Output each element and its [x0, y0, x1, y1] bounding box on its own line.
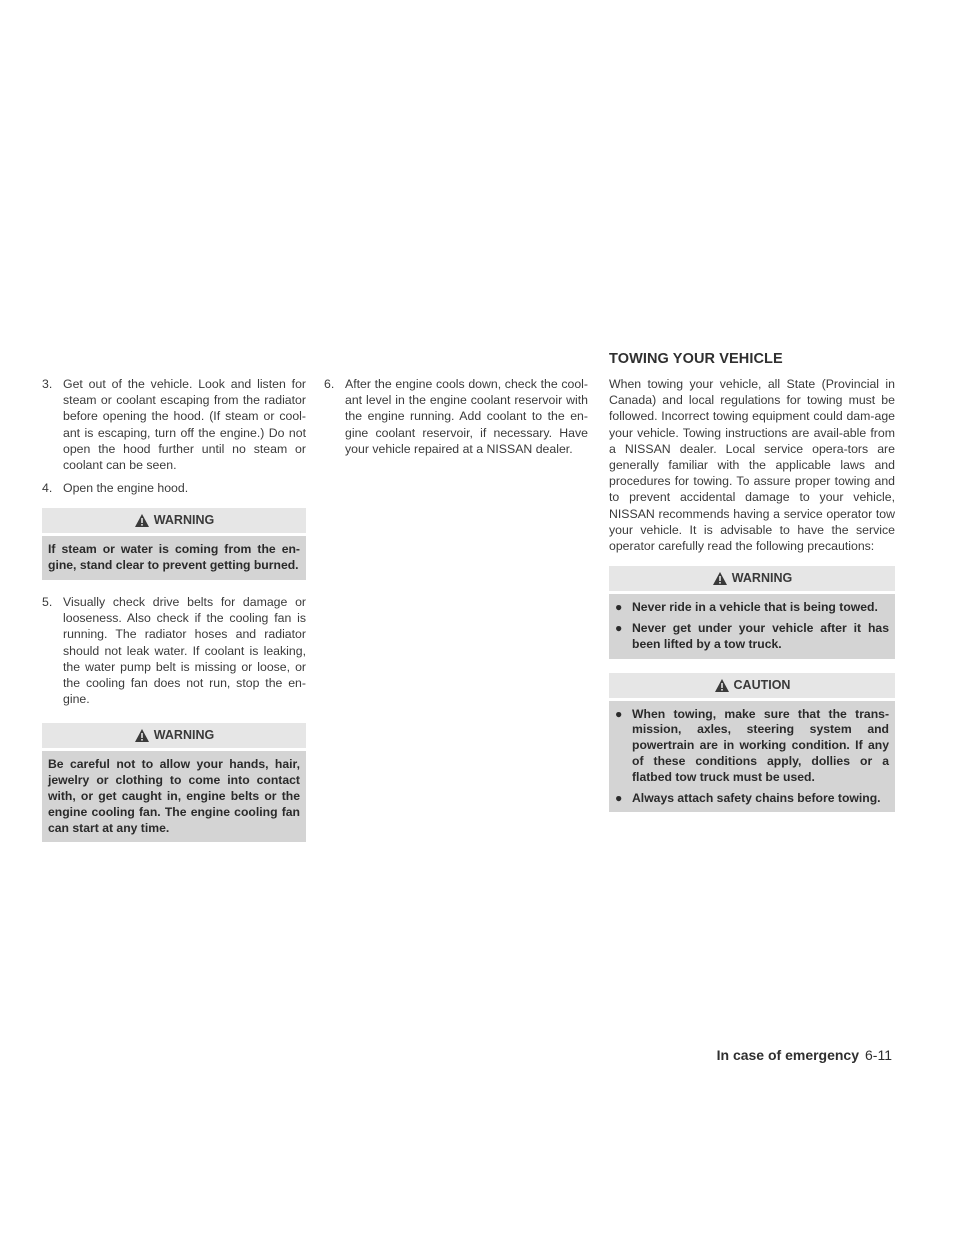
warning-text: If steam or water is coming from the en-gine, stand clear to prevent getting burned. — [42, 536, 306, 580]
caution-header — [609, 673, 895, 698]
step-number: 3. — [42, 377, 53, 391]
step-4 — [42, 480, 306, 496]
warning-header — [42, 508, 306, 533]
warning-header — [42, 723, 306, 748]
warning-box — [42, 723, 306, 842]
step-text: Open the engine hood. — [63, 481, 189, 496]
bullet-icon: ● — [615, 706, 623, 721]
warning-triangle-icon — [134, 728, 150, 743]
bullet-icon: ● — [615, 790, 623, 805]
footer-section: In case of emergency — [716, 1047, 860, 1063]
warning-list — [609, 594, 895, 658]
step-text: After the engine cools down, check the cool-ant level in the engine coolant reservoir with the engine running. Add coolant to the en-gine coolant reservoir, if necessary. Have your vehicle repaired at a NISSAN dealer. — [345, 377, 588, 456]
warning-box — [42, 508, 306, 580]
step-5 — [42, 594, 306, 707]
list-item — [615, 707, 889, 786]
warning-triangle-icon — [712, 571, 728, 586]
section-title: TOWING YOUR VEHICLE — [609, 351, 783, 367]
warning-text: Be careful not to allow your hands, hair, jewelry or clothing to come into contact with, or get caught in, engine belts or the engine cooling fan. The engine cooling fan can start at any time. — [42, 751, 306, 842]
warning-box — [609, 566, 895, 658]
list-item-text: When towing, make sure that the trans-mission, axles, steering system and powertrain are in working condition. If any of these conditions apply, dollies or a flatbed tow truck must be used. — [632, 706, 889, 784]
page-footer — [717, 1047, 892, 1063]
warning-triangle-icon — [134, 513, 150, 528]
step-3 — [42, 376, 306, 473]
bullet-icon: ● — [615, 600, 623, 615]
list-item-text: Never ride in a vehicle that is being towed. — [632, 600, 878, 615]
list-item-text: Never get under your vehicle after it has been lifted by a tow truck. — [632, 621, 889, 651]
caution-list — [609, 701, 895, 813]
caution-title: CAUTION — [733, 677, 791, 692]
bullet-icon: ● — [615, 621, 623, 636]
step-6 — [324, 376, 588, 457]
page-number: 6-11 — [865, 1047, 892, 1063]
warning-header — [609, 566, 895, 591]
step-number: 6. — [324, 377, 335, 391]
list-item — [615, 791, 889, 807]
caution-box — [609, 673, 895, 813]
list-item — [615, 600, 889, 616]
towing-intro: When towing your vehicle, all State (Provincial in Canada) and local regulations for towing must be followed. Incorrect towing equipment could dam-age your vehicle. Towing instructions are avail-able from a NISSAN dealer. Local service opera-tors are generally familiar with the applicable laws and procedures for towing. To assure proper towing and to prevent accidental damage to your vehicle, NISSAN recommends having a service operator tow your vehicle. It is advisable to have the service operator carefully read the following precautions: — [609, 377, 895, 554]
step-text: Visually check drive belts for damage or looseness. Also check if the cooling fan is running. The radiator hoses and radiator should not leak water. If coolant is leaking, the water pump belt is missing or loose, or the cooling fan does not run, stop the en-gine. — [63, 595, 306, 707]
step-number: 4. — [42, 481, 53, 496]
middle-column — [324, 376, 588, 464]
warning-triangle-icon — [714, 678, 730, 693]
step-text: Get out of the vehicle. Look and listen for steam or coolant escaping from the radiator before opening the hood. (If steam or cool-ant is escaping, turn off the engine.) Do not open the hood further until no steam or coolant can be seen. — [63, 377, 306, 473]
warning-title: WARNING — [153, 728, 215, 743]
list-item — [615, 621, 889, 653]
list-item-text: Always attach safety chains before towing. — [632, 790, 881, 805]
warning-title: WARNING — [153, 513, 215, 528]
left-column — [42, 376, 306, 856]
warning-title: WARNING — [731, 571, 793, 586]
step-number: 5. — [42, 595, 53, 610]
right-column — [609, 376, 895, 826]
